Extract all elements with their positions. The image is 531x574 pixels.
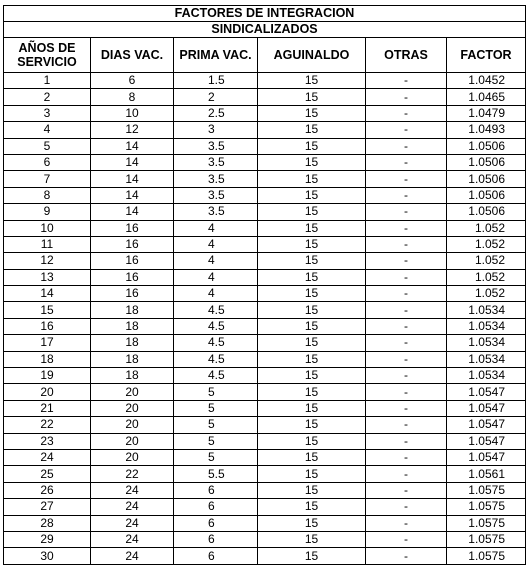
cell-aguinaldo: 15 <box>258 171 366 187</box>
cell-otras: - <box>366 499 447 515</box>
cell-factor: 1.052 <box>447 286 526 302</box>
cell-years: 27 <box>4 499 91 515</box>
cell-vac-days: 20 <box>91 400 174 416</box>
table-row <box>4 351 526 367</box>
cell-prima: 5 <box>174 384 258 400</box>
cell-vac-days: 14 <box>91 138 174 154</box>
cell-factor: 1.0561 <box>447 466 526 482</box>
cell-aguinaldo: 15 <box>258 89 366 105</box>
cell-prima: 4.5 <box>174 335 258 351</box>
cell-prima: 3.5 <box>174 154 258 170</box>
cell-years: 30 <box>4 548 91 564</box>
table-row <box>4 335 526 351</box>
cell-factor: 1.0534 <box>447 368 526 384</box>
cell-factor: 1.0575 <box>447 531 526 547</box>
cell-otras: - <box>366 187 447 203</box>
cell-factor: 1.0506 <box>447 138 526 154</box>
cell-years: 8 <box>4 187 91 203</box>
cell-vac-days: 14 <box>91 187 174 203</box>
cell-prima: 2.5 <box>174 105 258 121</box>
cell-otras: - <box>366 138 447 154</box>
cell-otras: - <box>366 417 447 433</box>
header-factor: FACTOR <box>447 38 526 73</box>
cell-aguinaldo: 15 <box>258 417 366 433</box>
cell-prima: 5 <box>174 417 258 433</box>
table-row <box>4 154 526 170</box>
cell-years: 21 <box>4 400 91 416</box>
cell-otras: - <box>366 351 447 367</box>
cell-prima: 6 <box>174 548 258 564</box>
table-row <box>4 253 526 269</box>
cell-factor: 1.0547 <box>447 433 526 449</box>
cell-otras: - <box>366 515 447 531</box>
cell-aguinaldo: 15 <box>258 105 366 121</box>
cell-otras: - <box>366 204 447 220</box>
table-row <box>4 269 526 285</box>
cell-otras: - <box>366 171 447 187</box>
cell-prima: 6 <box>174 499 258 515</box>
cell-vac-days: 16 <box>91 286 174 302</box>
cell-aguinaldo: 15 <box>258 384 366 400</box>
table-row <box>4 286 526 302</box>
cell-otras: - <box>366 531 447 547</box>
cell-aguinaldo: 15 <box>258 482 366 498</box>
table-row <box>4 73 526 89</box>
cell-prima: 3.5 <box>174 138 258 154</box>
table-row <box>4 89 526 105</box>
cell-prima: 4 <box>174 269 258 285</box>
cell-aguinaldo: 15 <box>258 302 366 318</box>
cell-otras: - <box>366 105 447 121</box>
cell-factor: 1.0452 <box>447 73 526 89</box>
table-row <box>4 105 526 121</box>
cell-factor: 1.052 <box>447 220 526 236</box>
cell-vac-days: 16 <box>91 269 174 285</box>
cell-years: 18 <box>4 351 91 367</box>
cell-factor: 1.0547 <box>447 417 526 433</box>
cell-aguinaldo: 15 <box>258 286 366 302</box>
table-row <box>4 466 526 482</box>
cell-otras: - <box>366 318 447 334</box>
cell-vac-days: 16 <box>91 253 174 269</box>
table-row <box>4 384 526 400</box>
cell-aguinaldo: 15 <box>258 187 366 203</box>
cell-prima: 6 <box>174 531 258 547</box>
cell-years: 13 <box>4 269 91 285</box>
cell-vac-days: 18 <box>91 351 174 367</box>
table-row <box>4 187 526 203</box>
cell-factor: 1.0547 <box>447 384 526 400</box>
cell-vac-days: 24 <box>91 515 174 531</box>
cell-years: 26 <box>4 482 91 498</box>
cell-years: 14 <box>4 286 91 302</box>
cell-factor: 1.0534 <box>447 335 526 351</box>
header-years-of-service: AÑOS DE SERVICIO <box>4 38 91 73</box>
cell-prima: 3.5 <box>174 171 258 187</box>
table-subtitle: SINDICALIZADOS <box>4 22 526 38</box>
cell-factor: 1.0465 <box>447 89 526 105</box>
cell-aguinaldo: 15 <box>258 204 366 220</box>
cell-years: 1 <box>4 73 91 89</box>
cell-vac-days: 22 <box>91 466 174 482</box>
cell-otras: - <box>366 384 447 400</box>
cell-otras: - <box>366 449 447 465</box>
cell-otras: - <box>366 154 447 170</box>
cell-years: 2 <box>4 89 91 105</box>
cell-factor: 1.052 <box>447 253 526 269</box>
cell-years: 17 <box>4 335 91 351</box>
cell-factor: 1.0506 <box>447 154 526 170</box>
cell-otras: - <box>366 220 447 236</box>
table-row <box>4 302 526 318</box>
cell-otras: - <box>366 269 447 285</box>
cell-aguinaldo: 15 <box>258 433 366 449</box>
table-body <box>4 73 526 565</box>
cell-aguinaldo: 15 <box>258 269 366 285</box>
cell-prima: 4.5 <box>174 318 258 334</box>
table-row <box>4 515 526 531</box>
cell-aguinaldo: 15 <box>258 449 366 465</box>
table-row <box>4 171 526 187</box>
cell-aguinaldo: 15 <box>258 253 366 269</box>
cell-aguinaldo: 15 <box>258 335 366 351</box>
cell-vac-days: 14 <box>91 171 174 187</box>
cell-factor: 1.0506 <box>447 171 526 187</box>
cell-years: 22 <box>4 417 91 433</box>
subtitle-row <box>4 22 526 38</box>
cell-years: 6 <box>4 154 91 170</box>
cell-factor: 1.0534 <box>447 351 526 367</box>
cell-prima: 6 <box>174 482 258 498</box>
cell-years: 16 <box>4 318 91 334</box>
cell-prima: 3.5 <box>174 187 258 203</box>
table-row <box>4 368 526 384</box>
title-row <box>4 6 526 22</box>
cell-years: 9 <box>4 204 91 220</box>
cell-factor: 1.052 <box>447 236 526 252</box>
cell-years: 7 <box>4 171 91 187</box>
cell-years: 25 <box>4 466 91 482</box>
integration-factors-table <box>3 5 526 565</box>
table-row <box>4 531 526 547</box>
cell-vac-days: 20 <box>91 417 174 433</box>
cell-otras: - <box>366 236 447 252</box>
cell-prima: 6 <box>174 515 258 531</box>
cell-vac-days: 8 <box>91 89 174 105</box>
cell-vac-days: 6 <box>91 73 174 89</box>
table-row <box>4 400 526 416</box>
cell-years: 29 <box>4 531 91 547</box>
cell-prima: 2 <box>174 89 258 105</box>
cell-otras: - <box>366 466 447 482</box>
cell-years: 11 <box>4 236 91 252</box>
cell-years: 15 <box>4 302 91 318</box>
cell-aguinaldo: 15 <box>258 515 366 531</box>
cell-factor: 1.052 <box>447 269 526 285</box>
cell-vac-days: 24 <box>91 499 174 515</box>
cell-prima: 5.5 <box>174 466 258 482</box>
cell-years: 3 <box>4 105 91 121</box>
cell-factor: 1.0493 <box>447 122 526 138</box>
cell-prima: 4.5 <box>174 302 258 318</box>
cell-vac-days: 20 <box>91 433 174 449</box>
cell-otras: - <box>366 335 447 351</box>
cell-prima: 4 <box>174 286 258 302</box>
cell-factor: 1.0534 <box>447 318 526 334</box>
cell-factor: 1.0506 <box>447 204 526 220</box>
cell-vac-days: 20 <box>91 384 174 400</box>
cell-aguinaldo: 15 <box>258 466 366 482</box>
cell-prima: 4 <box>174 253 258 269</box>
cell-aguinaldo: 15 <box>258 138 366 154</box>
cell-vac-days: 24 <box>91 531 174 547</box>
table-row <box>4 122 526 138</box>
cell-otras: - <box>366 482 447 498</box>
cell-prima: 5 <box>174 449 258 465</box>
cell-vac-days: 18 <box>91 318 174 334</box>
cell-prima: 5 <box>174 433 258 449</box>
table-row <box>4 204 526 220</box>
cell-factor: 1.0547 <box>447 400 526 416</box>
table-row <box>4 482 526 498</box>
cell-otras: - <box>366 368 447 384</box>
cell-factor: 1.0506 <box>447 187 526 203</box>
cell-factor: 1.0547 <box>447 449 526 465</box>
cell-vac-days: 20 <box>91 449 174 465</box>
cell-aguinaldo: 15 <box>258 351 366 367</box>
cell-aguinaldo: 15 <box>258 368 366 384</box>
cell-vac-days: 18 <box>91 302 174 318</box>
table-row <box>4 318 526 334</box>
cell-otras: - <box>366 400 447 416</box>
table-row <box>4 433 526 449</box>
cell-factor: 1.0534 <box>447 302 526 318</box>
cell-vac-days: 24 <box>91 482 174 498</box>
cell-otras: - <box>366 253 447 269</box>
cell-years: 4 <box>4 122 91 138</box>
table-row <box>4 449 526 465</box>
header-vacation-premium: PRIMA VAC. <box>174 38 258 73</box>
cell-vac-days: 16 <box>91 236 174 252</box>
table-row <box>4 236 526 252</box>
cell-aguinaldo: 15 <box>258 548 366 564</box>
cell-aguinaldo: 15 <box>258 400 366 416</box>
cell-aguinaldo: 15 <box>258 236 366 252</box>
cell-prima: 4 <box>174 220 258 236</box>
cell-vac-days: 14 <box>91 154 174 170</box>
cell-otras: - <box>366 122 447 138</box>
cell-factor: 1.0479 <box>447 105 526 121</box>
table-row <box>4 548 526 564</box>
cell-otras: - <box>366 548 447 564</box>
cell-years: 20 <box>4 384 91 400</box>
cell-vac-days: 18 <box>91 335 174 351</box>
cell-otras: - <box>366 302 447 318</box>
cell-aguinaldo: 15 <box>258 73 366 89</box>
cell-prima: 4.5 <box>174 351 258 367</box>
table-title: FACTORES DE INTEGRACION <box>4 6 526 22</box>
header-other: OTRAS <box>366 38 447 73</box>
table-row <box>4 417 526 433</box>
cell-vac-days: 14 <box>91 204 174 220</box>
cell-aguinaldo: 15 <box>258 531 366 547</box>
cell-prima: 4.5 <box>174 368 258 384</box>
cell-otras: - <box>366 433 447 449</box>
cell-aguinaldo: 15 <box>258 220 366 236</box>
cell-prima: 4 <box>174 236 258 252</box>
cell-prima: 1.5 <box>174 73 258 89</box>
cell-years: 23 <box>4 433 91 449</box>
cell-vac-days: 16 <box>91 220 174 236</box>
cell-prima: 3 <box>174 122 258 138</box>
header-row <box>4 38 526 73</box>
header-bonus: AGUINALDO <box>258 38 366 73</box>
cell-aguinaldo: 15 <box>258 499 366 515</box>
cell-vac-days: 24 <box>91 548 174 564</box>
cell-prima: 3.5 <box>174 204 258 220</box>
cell-years: 12 <box>4 253 91 269</box>
cell-aguinaldo: 15 <box>258 122 366 138</box>
cell-factor: 1.0575 <box>447 499 526 515</box>
cell-vac-days: 18 <box>91 368 174 384</box>
cell-factor: 1.0575 <box>447 515 526 531</box>
cell-years: 10 <box>4 220 91 236</box>
cell-years: 28 <box>4 515 91 531</box>
cell-vac-days: 12 <box>91 122 174 138</box>
cell-prima: 5 <box>174 400 258 416</box>
cell-otras: - <box>366 286 447 302</box>
cell-factor: 1.0575 <box>447 548 526 564</box>
cell-otras: - <box>366 73 447 89</box>
cell-years: 24 <box>4 449 91 465</box>
cell-aguinaldo: 15 <box>258 318 366 334</box>
cell-aguinaldo: 15 <box>258 154 366 170</box>
table-row <box>4 138 526 154</box>
table-row <box>4 220 526 236</box>
table-row <box>4 499 526 515</box>
cell-years: 19 <box>4 368 91 384</box>
cell-vac-days: 10 <box>91 105 174 121</box>
header-vacation-days: DIAS VAC. <box>91 38 174 73</box>
cell-years: 5 <box>4 138 91 154</box>
cell-otras: - <box>366 89 447 105</box>
cell-factor: 1.0575 <box>447 482 526 498</box>
